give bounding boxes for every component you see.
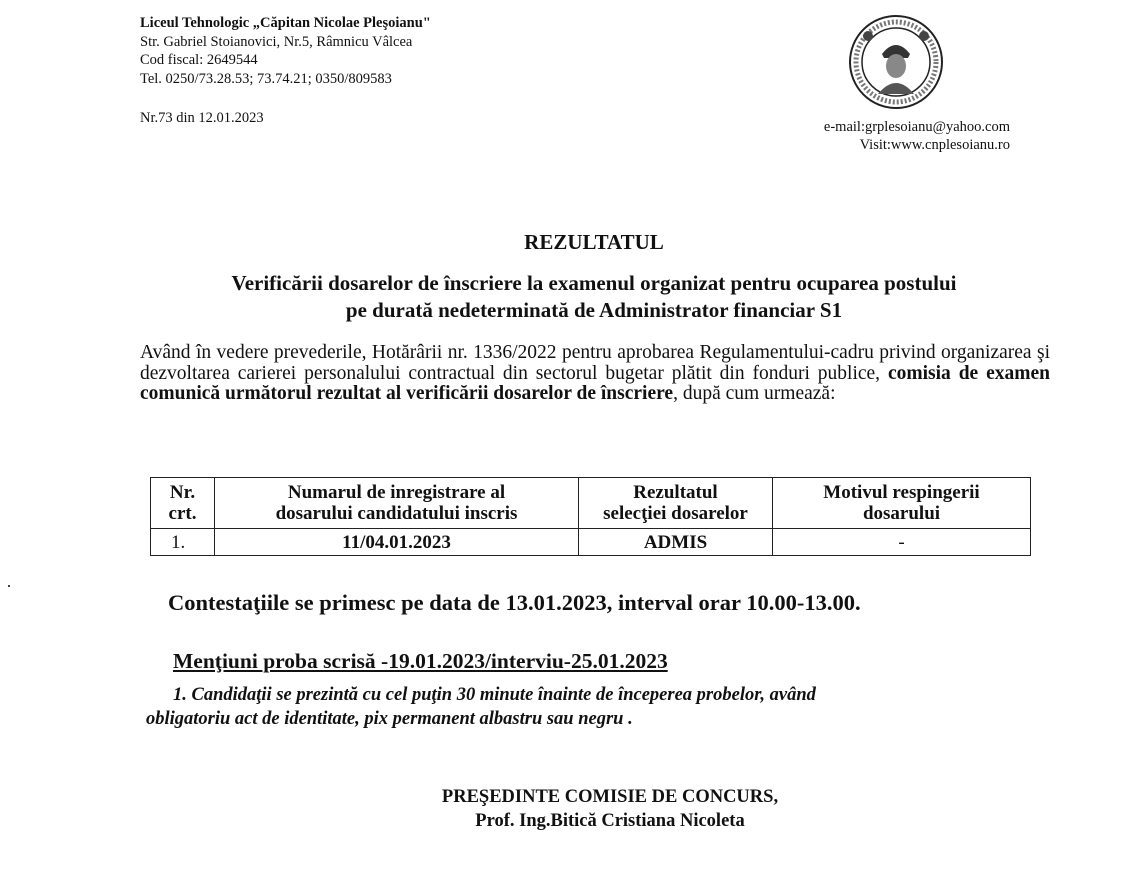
intro-ending: , după cum urmează: [673, 383, 836, 404]
website-address: Visit:www.cnplesoianu.ro [859, 137, 1010, 153]
document-title: REZULTATUL [524, 230, 664, 254]
intro-paragraph [140, 343, 1050, 405]
subtitle-line-2: pe durată nedeterminată de Administrator financiar S1 [345, 298, 843, 322]
signature-name: Prof. Ing.Bitică Cristiana Nicoleta [475, 811, 745, 831]
school-name: Liceul Tehnologic „Căpitan Nicolae Pleşoianu" [140, 15, 431, 31]
table-row [151, 529, 1031, 556]
results-table [150, 477, 1031, 556]
phone-numbers: Tel. 0250/73.28.53; 73.74.21; 0350/809583 [140, 70, 392, 87]
cell-registration: 11/04.01.2023 [215, 529, 579, 556]
cell-result: ADMIS [579, 529, 773, 556]
header-registration-number: Numarul de inregistrare al dosarului candidatului inscris [215, 478, 579, 529]
registration-number: Nr.73 din 12.01.2023 [140, 110, 264, 126]
header-nr-crt: Nr. crt. [151, 478, 215, 529]
table-header-row [151, 478, 1031, 529]
contestations-notice: Contestaţiile se primesc pe data de 13.01.2023, interval orar 10.00-13.00. [168, 590, 861, 615]
header-rejection-reason: Motivul respingerii dosarului [773, 478, 1031, 529]
signature-role: PREŞEDINTE COMISIE DE CONCURS, [441, 787, 779, 807]
intro-bold-text: comisia de examen comunică următorul rezultat al verificării dosarelor de înscriere [140, 362, 1050, 404]
candidate-note [146, 683, 966, 731]
note-line-2: obligatoriu act de identitate, pix permanent albastru sau negru . [146, 709, 633, 729]
scan-speck [8, 585, 10, 587]
fiscal-code: Cod fiscal: 2649544 [140, 52, 258, 68]
subtitle-line-1: Verificării dosarelor de înscriere la examenul organizat pentru ocuparea postului [231, 271, 957, 295]
school-header [140, 14, 431, 88]
school-address: Str. Gabriel Stoianovici, Nr.5, Râmnicu Vâlcea [140, 33, 413, 50]
email-address: e-mail:grplesoianu@yahoo.com [823, 119, 1010, 135]
intro-text: Având în vedere prevederile, Hotărârii nr. 1336/2022 pentru aprobarea Regulamentului-cadru privind organizarea şi dezvoltarea carierei personalului contractual din sectorul bugetar plătit din fonduri publice, [140, 342, 1050, 384]
note-line-1: 1. Candidaţii se prezintă cu cel puţin 30 minute înainte de începerea probelor, având [173, 685, 816, 705]
mentions-heading: Menţiuni proba scrisă -19.01.2023/interviu-25.01.2023 [173, 649, 668, 673]
header-selection-result: Rezultatul selecţiei dosarelor [579, 478, 773, 529]
cell-nr: 1. [151, 529, 215, 556]
cell-reason: - [773, 529, 1031, 556]
signature-block [300, 785, 920, 833]
contact-info [760, 118, 1010, 154]
school-logo-seal [848, 14, 944, 110]
document-subtitle [140, 270, 1048, 324]
